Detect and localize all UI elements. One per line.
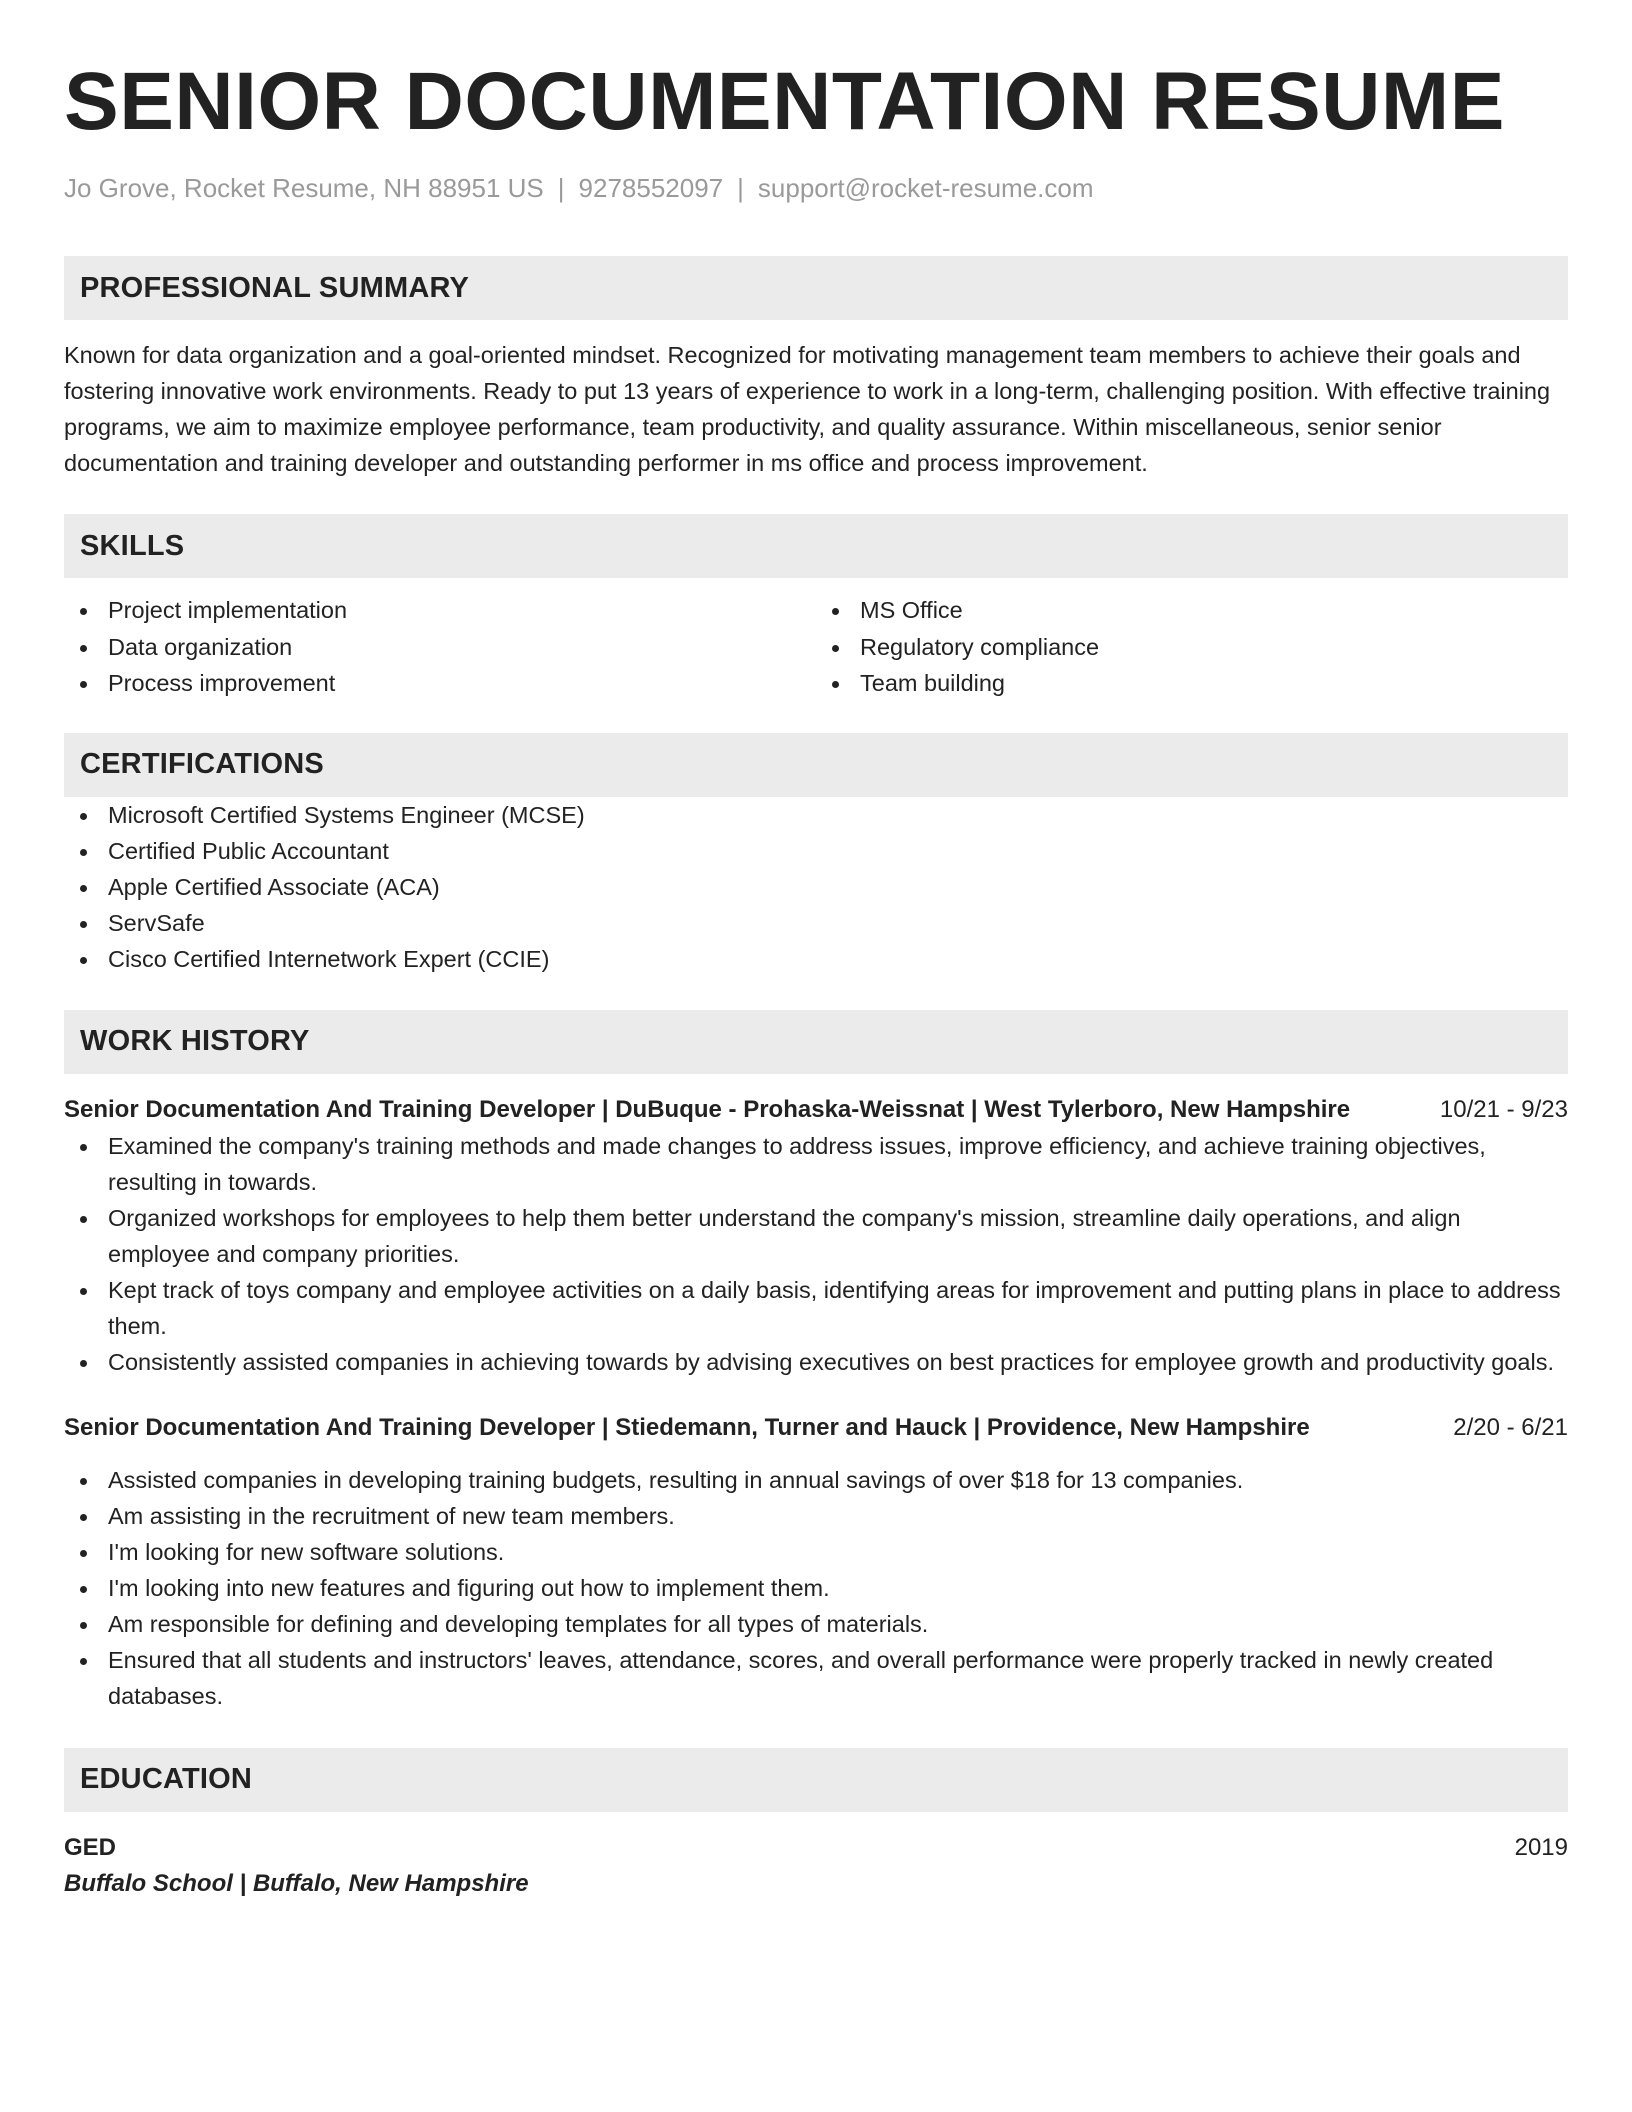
list-item: ServSafe: [64, 905, 1568, 941]
job-title: Senior Documentation And Training Developer | Stiedemann, Turner and Hauck | Providence, New Hampshire: [64, 1413, 1310, 1441]
list-item: Apple Certified Associate (ACA): [64, 869, 1568, 905]
contact-address: Jo Grove, Rocket Resume, NH 88951 US: [64, 173, 544, 203]
certifications-list: [64, 797, 1568, 977]
job-bullets: [64, 1462, 1568, 1714]
list-item: Examined the company's training methods and made changes to address issues, improve efficiency, and achieve training objectives, resulting in towards.: [64, 1128, 1568, 1200]
job-dates: 10/21 - 9/23: [1439, 1095, 1568, 1123]
job-bullets: [64, 1128, 1568, 1380]
list-item: Regulatory compliance: [816, 629, 1568, 666]
skills-column-left: [64, 592, 816, 702]
list-item: Team building: [816, 665, 1568, 702]
job-header: [64, 1092, 1568, 1128]
job-header: [64, 1410, 1568, 1446]
contact-separator: |: [737, 173, 744, 203]
list-item: Kept track of toys company and employee activities on a daily basis, identifying areas for improvement and putting plans in place to address them.: [64, 1272, 1568, 1344]
section-heading-skills: SKILLS: [64, 514, 1568, 578]
section-heading-summary: PROFESSIONAL SUMMARY: [64, 256, 1568, 320]
list-item: Consistently assisted companies in achieving towards by advising executives on best practices for employee growth and productivity goals.: [64, 1344, 1568, 1380]
list-item: Certified Public Accountant: [64, 833, 1568, 869]
education-school: Buffalo School | Buffalo, New Hampshire: [64, 1869, 529, 1897]
contact-email: support@rocket-resume.com: [757, 173, 1094, 203]
resume-title: SENIOR DOCUMENTATION RESUME: [64, 56, 1505, 147]
job-title: Senior Documentation And Training Developer | DuBuque - Prohaska-Weissnat | West Tylerboro, New Hampshire: [64, 1095, 1351, 1123]
list-item: Assisted companies in developing training budgets, resulting in annual savings of over $18 for 13 companies.: [64, 1462, 1568, 1498]
skills-list: [64, 592, 1568, 702]
list-item: MS Office: [816, 592, 1568, 629]
list-item: Data organization: [64, 629, 816, 666]
contact-line: [64, 170, 1568, 206]
section-heading-certifications: CERTIFICATIONS: [64, 733, 1568, 797]
job-entry: [64, 1410, 1568, 1714]
list-item: I'm looking into new features and figuring out how to implement them.: [64, 1570, 1568, 1606]
list-item: Cisco Certified Internetwork Expert (CCIE): [64, 941, 1568, 977]
section-heading-education: EDUCATION: [64, 1748, 1568, 1812]
list-item: Am assisting in the recruitment of new team members.: [64, 1498, 1568, 1534]
education-year: 2019: [1514, 1833, 1568, 1861]
list-item: Organized workshops for employees to help them better understand the company's mission, streamline daily operations, and align employee and company priorities.: [64, 1200, 1568, 1272]
contact-separator: |: [557, 173, 565, 203]
list-item: Process improvement: [64, 665, 816, 702]
list-item: Project implementation: [64, 592, 816, 629]
list-item: Am responsible for defining and developing templates for all types of materials.: [64, 1606, 1568, 1642]
job-dates: 2/20 - 6/21: [1453, 1413, 1568, 1441]
list-item: Ensured that all students and instructors' leaves, attendance, scores, and overall performance were properly tracked in newly created databases.: [64, 1642, 1568, 1714]
contact-phone: 9278552097: [578, 173, 724, 203]
skills-column-right: [816, 592, 1568, 702]
list-item: Microsoft Certified Systems Engineer (MCSE): [64, 797, 1568, 833]
job-entry: [64, 1092, 1568, 1380]
list-item: I'm looking for new software solutions.: [64, 1534, 1568, 1570]
education-degree: GED: [64, 1833, 117, 1861]
education-header: [64, 1830, 1568, 1866]
section-heading-work-history: WORK HISTORY: [64, 1010, 1568, 1074]
summary-text: Known for data organization and a goal-oriented mindset. Recognized for motivating management team members to achieve their goals and fostering innovative work environments. Ready to put 13 years of experience to work in a long-term, challenging position. With effective training programs, we aim to maximize employee performance, team productivity, and quality assurance. Within miscellaneous, senior senior documentation and training developer and outstanding performer in ms office and process improvement.: [64, 342, 1551, 476]
